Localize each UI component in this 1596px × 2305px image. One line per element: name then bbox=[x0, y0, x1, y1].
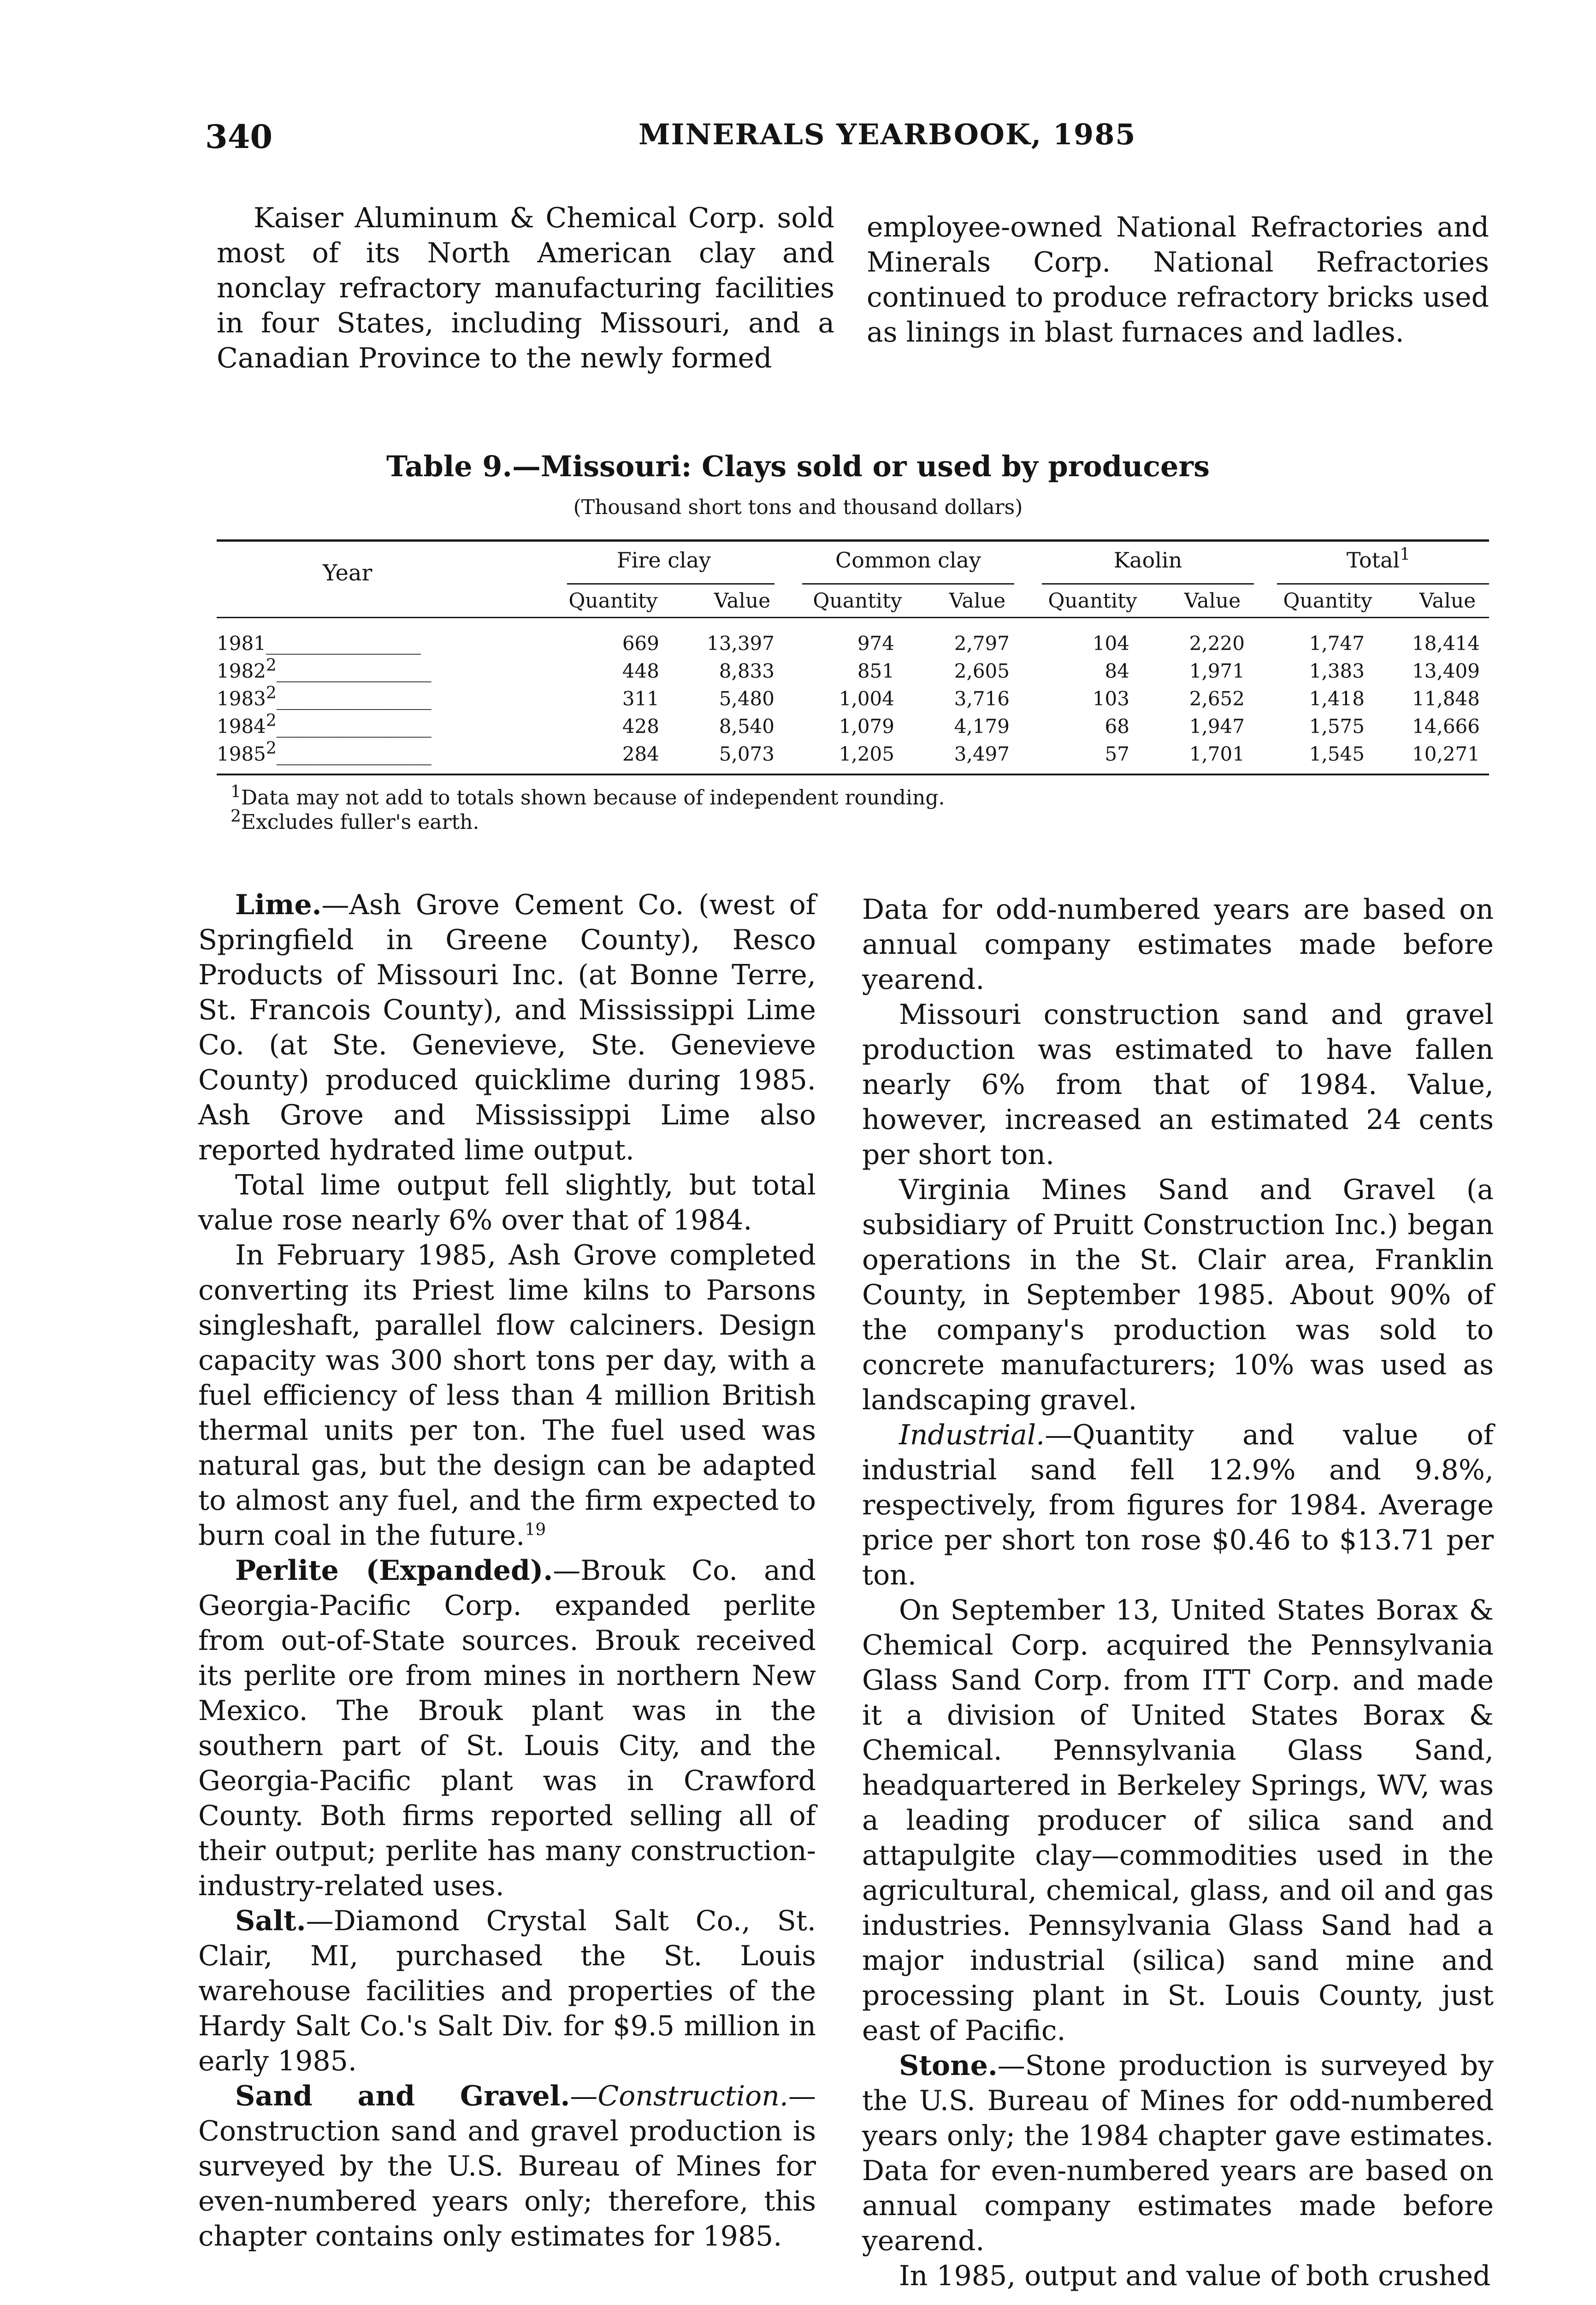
total-footnote-mark: 1 bbox=[1400, 545, 1411, 564]
table-cell: 1,004 bbox=[839, 687, 894, 710]
table-cell: 10,271 bbox=[1412, 743, 1480, 765]
table-cell: 68 bbox=[1105, 715, 1129, 738]
paragraph: Kaiser Aluminum & Chemical Corp. sold most of its North American clay and nonclay refractory manufacturing facilities in four States, including Missouri, and a Canadian Province to the newly formed bbox=[217, 202, 834, 374]
year-cell bbox=[217, 711, 432, 738]
leader-dots: ________________ bbox=[266, 632, 421, 655]
leader-dots: ________________ bbox=[276, 743, 432, 765]
group-rule bbox=[1277, 583, 1489, 585]
year-header: Year bbox=[323, 560, 372, 586]
table-cell: 1,701 bbox=[1189, 743, 1245, 765]
table-cell: 1,947 bbox=[1189, 715, 1245, 738]
stone-paragraph bbox=[862, 2048, 1494, 2258]
group-rule bbox=[567, 583, 774, 585]
table-cell: 1,747 bbox=[1309, 632, 1365, 655]
year-cell bbox=[217, 684, 432, 710]
paragraph: Data for odd-numbered years are based on annual company estimates made before yearend. bbox=[862, 893, 1494, 996]
col-quantity: Quantity bbox=[1283, 589, 1372, 613]
industrial-heading: Industrial. bbox=[899, 1419, 1045, 1451]
leader-dots: ________________ bbox=[276, 660, 432, 682]
table-cell: 5,480 bbox=[719, 687, 774, 710]
table-cell: 84 bbox=[1105, 660, 1129, 682]
table-cell: 11,848 bbox=[1412, 687, 1480, 710]
group-total bbox=[1282, 545, 1475, 573]
group-rule bbox=[1042, 583, 1254, 585]
table-cell: 104 bbox=[1092, 632, 1129, 655]
year-cell bbox=[217, 656, 432, 682]
table-cell: 2,220 bbox=[1189, 632, 1245, 655]
paragraph: In 1985, output and value of both crushed bbox=[899, 2260, 1491, 2292]
year-label: 1984 bbox=[217, 715, 266, 738]
stone-heading: Stone. bbox=[899, 2050, 998, 2082]
table-cell: 57 bbox=[1105, 743, 1129, 765]
col-quantity: Quantity bbox=[568, 589, 658, 613]
table-cell: 1,079 bbox=[839, 715, 894, 738]
table-cell: 851 bbox=[857, 660, 894, 682]
year-footnote-mark: 2 bbox=[266, 656, 277, 675]
year-footnote-mark: 2 bbox=[266, 739, 277, 758]
table-subtitle: (Thousand short tons and thousand dollars) bbox=[573, 496, 1023, 519]
table-cell: 3,716 bbox=[954, 687, 1010, 710]
table-cell: 1,971 bbox=[1189, 660, 1245, 682]
table-cell: 448 bbox=[622, 660, 659, 682]
group-kaolin: Kaolin bbox=[1113, 548, 1182, 573]
lime-kiln-paragraph bbox=[198, 1238, 816, 1553]
salt-paragraph bbox=[198, 1903, 816, 2079]
table-cell: 284 bbox=[622, 743, 659, 765]
table-cell: 14,666 bbox=[1412, 715, 1480, 738]
table-footnote-2 bbox=[231, 807, 479, 834]
table-cell: 428 bbox=[622, 715, 659, 738]
col-value: Value bbox=[714, 589, 771, 613]
perlite-heading: Perlite (Expanded). bbox=[235, 1554, 553, 1587]
table-cell: 2,652 bbox=[1189, 687, 1245, 710]
paragraph: Virginia Mines Sand and Gravel (a subsidiary of Pruitt Construction Inc.) began operations in the St. Clair area, Franklin County, in September 1985. About 90% of the company's production was sold to concrete manufacturers; 10% was used as landscaping gravel. bbox=[862, 1174, 1494, 1416]
table-cell: 1,205 bbox=[839, 743, 894, 765]
year-cell bbox=[217, 739, 432, 765]
paragraph: On September 13, United States Borax & Chemical Corp. acquired the Pennsylvania Glass Sand Corp. from ITT Corp. and made it a division of United States Borax & Chemical. Pennsylvania Glass Sand, headquartered in Berkeley Springs, WV, was a leading producer of silica sand and attapulgite clay—commodities used in the agricultural, chemical, glass, and oil and gas industries. Pennsylvania Glass Sand had a major industrial (silica) sand mine and processing plant in St. Louis County, just east of Pacific. bbox=[862, 1594, 1494, 2047]
industrial-paragraph bbox=[862, 1418, 1494, 1593]
sand-paragraph bbox=[198, 2079, 816, 2254]
year-label: 1985 bbox=[217, 743, 266, 765]
lime-kiln-text: In February 1985, Ash Grove completed converting its Priest lime kilns to Parsons singleshaft, parallel flow calciners. Design capacity was 300 short tons per day, with a fuel efficiency of less than 4 million British thermal units per ton. The fuel used was natural gas, but the design can be adapted to almost any fuel, and the firm expected to burn coal in the future. bbox=[198, 1239, 816, 1552]
salt-text: —Diamond Crystal Salt Co., St. Clair, MI, purchased the St. Louis warehouse facilities and properties of the Hardy Salt Co.'s Salt Div. for $9.5 million in early 1985. bbox=[198, 1905, 816, 2077]
footnote-mark: 2 bbox=[231, 807, 241, 826]
year-footnote-mark: 2 bbox=[266, 684, 277, 703]
table-cell: 1,418 bbox=[1309, 687, 1365, 710]
lime-heading: Lime. bbox=[235, 889, 322, 921]
table-cell: 1,545 bbox=[1309, 743, 1365, 765]
running-title: MINERALS YEARBOOK, 1985 bbox=[638, 118, 1136, 151]
group-common-clay: Common clay bbox=[835, 548, 981, 573]
table-cell: 974 bbox=[857, 632, 894, 655]
group-total-label: Total bbox=[1346, 548, 1400, 573]
table-cell: 669 bbox=[622, 632, 659, 655]
table-rule-bottom bbox=[217, 774, 1489, 775]
construction-subheading: —Construction. bbox=[570, 2080, 788, 2112]
table-cell: 13,397 bbox=[707, 632, 774, 655]
table-rule-header bbox=[217, 617, 1489, 618]
group-rule bbox=[802, 583, 1014, 585]
table-cell: 1,383 bbox=[1309, 660, 1365, 682]
table-cell: 1,575 bbox=[1309, 715, 1365, 738]
table-cell: 13,409 bbox=[1412, 660, 1480, 682]
table-cell: 18,414 bbox=[1412, 632, 1480, 655]
sand-heading: Sand and Gravel. bbox=[235, 2080, 570, 2112]
table-cell: 103 bbox=[1092, 687, 1129, 710]
col-value: Value bbox=[1419, 589, 1476, 613]
perlite-paragraph bbox=[198, 1553, 816, 1903]
year-cell bbox=[217, 634, 421, 653]
table-title: Table 9.—Missouri: Clays sold or used by producers bbox=[386, 449, 1210, 483]
sand-text: —Construction sand and gravel production is surveyed by the U.S. Bureau of Mines for even-numbered years only; therefore, this chapter contains only estimates for 1985. bbox=[198, 2080, 816, 2252]
table-cell: 5,073 bbox=[719, 743, 774, 765]
page-header bbox=[205, 118, 1533, 159]
col-value: Value bbox=[1184, 589, 1241, 613]
group-fire-clay: Fire clay bbox=[616, 548, 711, 573]
note-ref: 19 bbox=[525, 1520, 546, 1539]
paragraph: Total lime output fell slightly, but total value rose nearly 6% over that of 1984. bbox=[198, 1169, 816, 1236]
year-label: 1982 bbox=[217, 660, 266, 682]
table-cell: 8,833 bbox=[719, 660, 774, 682]
salt-heading: Salt. bbox=[235, 1905, 306, 1937]
table-footnote-1 bbox=[231, 782, 945, 810]
top-right-column bbox=[867, 210, 1489, 350]
col-quantity: Quantity bbox=[813, 589, 902, 613]
table-rule-top bbox=[217, 539, 1489, 542]
perlite-text: —Brouk Co. and Georgia-Pacific Corp. expanded perlite from out-of-State sources. Brouk received its perlite ore from mines in northern New Mexico. The Brouk plant was in the southern part of St. Louis City, and the Georgia-Pacific plant was in Crawford County. Both firms reported selling all of their output; perlite has many construction-industry-related uses. bbox=[198, 1554, 816, 1902]
lime-text: —Ash Grove Cement Co. (west of Springfield in Greene County), Resco Products of Missouri Inc. (at Bonne Terre, St. Francois County), and Mississippi Lime Co. (at Ste. Genevieve, Ste. Genevieve County) produced quicklime during 1985. Ash Grove and Mississippi Lime also reported hydrated lime output. bbox=[198, 889, 816, 1166]
table-cell: 8,540 bbox=[719, 715, 774, 738]
table-cell: 3,497 bbox=[954, 743, 1010, 765]
paragraph: employee-owned National Refractories and Minerals Corp. National Refractories continued to produce refractory bricks used as linings in blast furnaces and ladles. bbox=[867, 211, 1489, 349]
table-cell: 2,605 bbox=[954, 660, 1010, 682]
stone-text: —Stone production is surveyed by the U.S. Bureau of Mines for odd-numbered years only; the 1984 chapter gave estimates. Data for even-numbered years are based on annual company estimates made before yearend. bbox=[862, 2050, 1494, 2257]
footnote-mark: 1 bbox=[231, 782, 241, 802]
year-label: 1981 bbox=[217, 632, 266, 655]
year-footnote-mark: 2 bbox=[266, 711, 277, 730]
table-cell: 311 bbox=[622, 687, 659, 710]
bottom-left-column bbox=[198, 887, 816, 2254]
year-label: 1983 bbox=[217, 687, 266, 710]
clay-table bbox=[217, 539, 1489, 779]
bottom-right-column bbox=[862, 892, 1494, 2293]
col-value: Value bbox=[949, 589, 1006, 613]
leader-dots: ________________ bbox=[276, 687, 432, 710]
footnote-text: Data may not add to totals shown because of independent rounding. bbox=[241, 786, 945, 810]
footnote-text: Excludes fuller's earth. bbox=[241, 810, 479, 834]
col-quantity: Quantity bbox=[1048, 589, 1137, 613]
lime-paragraph bbox=[198, 887, 816, 1168]
top-left-column bbox=[217, 201, 834, 376]
page-number: 340 bbox=[205, 118, 273, 156]
paragraph: Missouri construction sand and gravel production was estimated to have fallen nearly 6% from that of 1984. Value, however, increased an estimated 24 cents per short ton. bbox=[862, 999, 1494, 1171]
table-cell: 2,797 bbox=[954, 632, 1010, 655]
table-cell: 4,179 bbox=[954, 715, 1010, 738]
industrial-text: —Quantity and value of industrial sand fell 12.9% and 9.8%, respectively, from figures for 1984. Average price per short ton rose $0.46 to $13.71 per ton. bbox=[862, 1419, 1494, 1591]
leader-dots: ________________ bbox=[276, 715, 432, 738]
